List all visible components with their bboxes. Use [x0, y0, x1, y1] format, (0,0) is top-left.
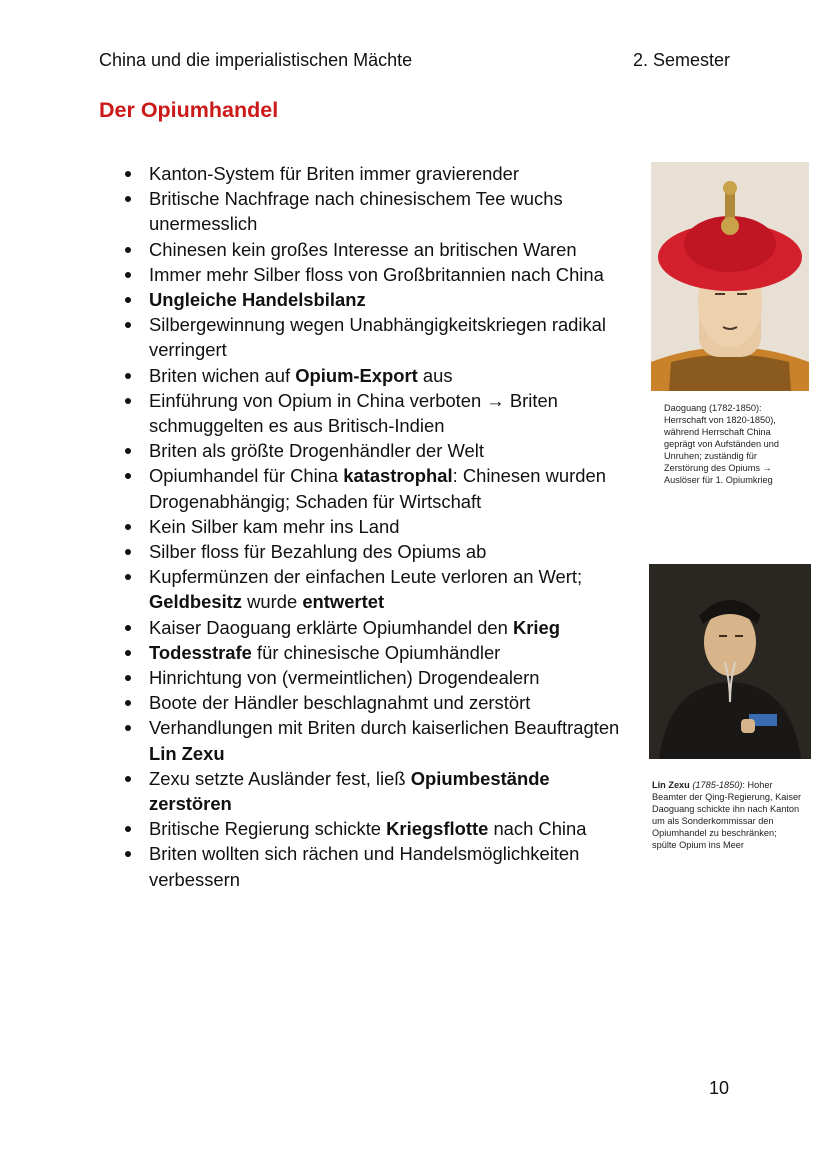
list-item: Silbergewinnung wegen Unabhängigkeitskriegen radikal verringert	[123, 312, 635, 362]
daoguang-portrait	[651, 162, 809, 391]
list-item: Boote der Händler beschlagnahmt und zerstört	[123, 690, 635, 715]
list-item: Kanton-System für Briten immer gravierender	[123, 161, 635, 186]
list-item: Opiumhandel für China katastrophal: Chinesen wurden Drogenabhängig; Schaden für Wirtschaft	[123, 463, 635, 513]
daoguang-caption: Daoguang (1782-1850): Herrschaft von 1820-1850), während Herrschaft China geprägt von Aufständen und Unruhen; zuständig für Zerstörung des Opiums → Auslöser für 1. Opiumkrieg	[664, 403, 779, 485]
list-item: Kupfermünzen der einfachen Leute verloren an Wert; Geldbesitz wurde entwertet	[123, 564, 635, 614]
list-item: Kein Silber kam mehr ins Land	[123, 514, 635, 539]
list-item: Einführung von Opium in China verboten → Briten schmuggelten es aus Britisch-Indien	[123, 388, 635, 438]
list-item: Chinesen kein großes Interesse an britischen Waren	[123, 237, 635, 262]
list-item: Britische Regierung schickte Kriegsflotte nach China	[123, 816, 635, 841]
header-semester: 2. Semester	[632, 50, 730, 70]
list-item: Verhandlungen mit Briten durch kaiserlichen Beauftragten Lin Zexu	[123, 715, 635, 765]
list-item: Briten wollten sich rächen und Handelsmöglichkeiten verbessern	[123, 841, 635, 891]
list-item: Hinrichtung von (vermeintlichen) Drogendealern	[123, 665, 635, 690]
page-title: Der Opiumhandel	[99, 98, 279, 122]
lin-zexu-caption: Lin Zexu (1785-1850): Hoher Beamter der Qing-Regierung, Kaiser Daoguang schickte ihn nach Kanton um als Sonderkommissar den Opiumhandel zu beschränken; spülte Opium ins Meer	[652, 780, 802, 850]
lin-zexu-portrait	[649, 564, 811, 759]
page-number: 10	[708, 1078, 729, 1098]
list-item: Immer mehr Silber floss von Großbritannien nach China	[123, 262, 635, 287]
list-item: Todesstrafe für chinesische Opiumhändler	[123, 640, 635, 665]
list-item: Kaiser Daoguang erklärte Opiumhandel den Krieg	[123, 615, 635, 640]
list-item: Zexu setzte Ausländer fest, ließ Opiumbestände zerstören	[123, 766, 635, 816]
list-item: Silber floss für Bezahlung des Opiums ab	[123, 539, 635, 564]
list-item: Ungleiche Handelsbilanz	[123, 287, 635, 312]
bullet-list	[123, 161, 635, 892]
list-item: Britische Nachfrage nach chinesischem Tee wuchs unermesslich	[123, 186, 635, 236]
list-item: Briten als größte Drogenhändler der Welt	[123, 438, 635, 463]
list-item: Briten wichen auf Opium-Export aus	[123, 363, 635, 388]
header-title: China und die imperialistischen Mächte	[99, 50, 413, 70]
